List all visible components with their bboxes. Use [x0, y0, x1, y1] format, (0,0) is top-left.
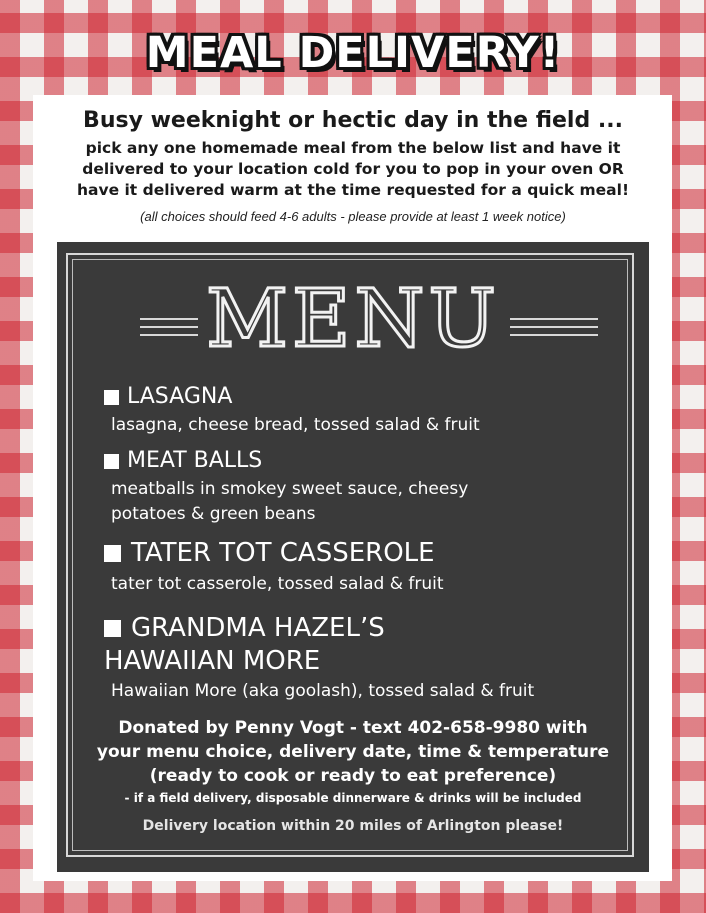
donor-line: your menu choice, delivery date, time & temperature [96, 742, 610, 762]
intro-text [40, 138, 666, 201]
menu-item-name: TATER TOT CASSEROLE [131, 538, 435, 568]
donor-line: (ready to cook or ready to eat preference) [149, 766, 557, 786]
menu-item-name: LASAGNA [127, 384, 233, 409]
intro-note: (all choices should feed 4-6 adults - please provide at least 1 week notice) [140, 209, 566, 224]
menu-item-tater-tot-casserole [104, 538, 435, 568]
square-bullet-icon [104, 620, 121, 637]
intro-line: have it delivered warm at the time requested for a quick meal! [76, 181, 630, 199]
menu-item-name: MEAT BALLS [127, 448, 263, 473]
square-bullet-icon [104, 390, 119, 405]
menu-item-name-line2: HAWAIIAN MORE [104, 646, 321, 676]
intro-headline: Busy weeknight or hectic day in the field ... [83, 108, 623, 133]
menu-item-meat-balls [104, 448, 262, 473]
menu-item-name: GRANDMA HAZEL’S [131, 613, 385, 643]
square-bullet-icon [104, 454, 119, 469]
menu-item-desc-line: potatoes & green beans [111, 504, 316, 524]
menu-item-desc [111, 679, 534, 704]
menu-item-desc-line: lasagna, cheese bread, tossed salad & fruit [111, 415, 480, 435]
donor-line: Donated by Penny Vogt - text 402-658-9980 with [118, 718, 588, 738]
menu-item-grandma-hazels-hawaiian-more [104, 612, 385, 678]
square-bullet-icon [104, 545, 121, 562]
menu-item-lasagna [104, 384, 232, 409]
page-title: MEAL DELIVERY! [145, 28, 561, 78]
menu-item-desc-line: meatballs in smokey sweet sauce, cheesy [111, 479, 469, 499]
menu-item-desc [111, 413, 480, 438]
donor-note: - if a field delivery, disposable dinnerware & drinks will be included [124, 791, 582, 805]
menu-item-desc [111, 572, 444, 597]
menu-item-desc-line: Hawaiian More (aka goolash), tossed salad & fruit [111, 681, 535, 701]
intro-line: pick any one homemade meal from the below list and have it [85, 139, 621, 157]
donor-info [70, 716, 636, 788]
menu-item-desc-line: tater tot casserole, tossed salad & fruit [111, 574, 444, 594]
intro-line: delivered to your location cold for you to pop in your oven OR [82, 160, 624, 178]
menu-heading: MENU [206, 272, 500, 365]
menu-item-desc [111, 477, 468, 527]
delivery-location: Delivery location within 20 miles of Arlington please! [142, 818, 564, 834]
